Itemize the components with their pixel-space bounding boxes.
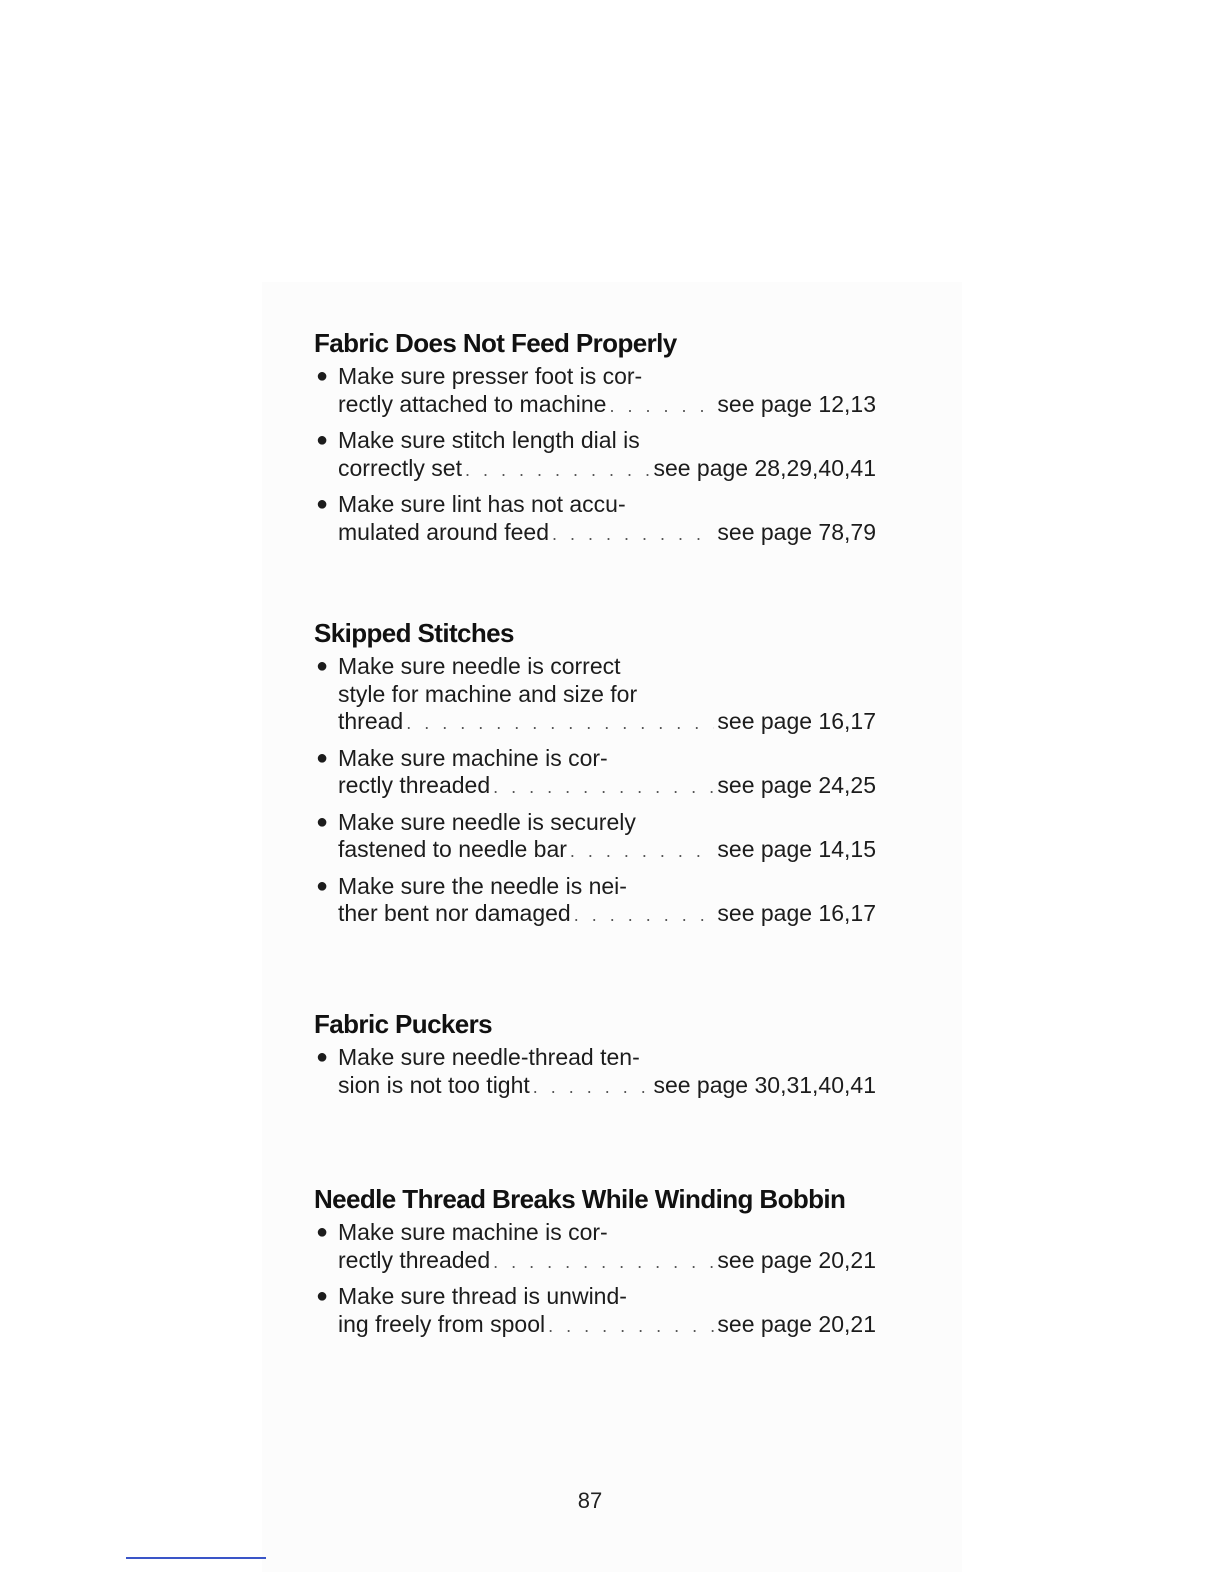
bullet-icon: ●	[316, 1221, 329, 1243]
list-item	[314, 745, 876, 802]
item-text: Make sure lint has not accu-	[338, 491, 626, 517]
list-item	[314, 427, 876, 484]
bullet-icon: ●	[316, 1046, 329, 1068]
dot-leader	[465, 457, 650, 485]
dot-leader	[552, 521, 714, 549]
list-item	[314, 653, 876, 738]
dot-leader	[548, 1313, 714, 1341]
bullet-icon: ●	[316, 746, 329, 769]
item-text: Make sure thread is unwind-	[338, 1283, 627, 1309]
page-reference: see page 16,17	[717, 708, 876, 734]
dot-leader	[574, 902, 715, 930]
item-text: Make sure machine is cor-	[338, 744, 608, 771]
item-reference-line	[338, 836, 876, 866]
bullet-icon: ●	[316, 874, 329, 897]
section-heading: Skipped Stitches	[314, 618, 514, 648]
page-reference: see page 20,21	[717, 1310, 876, 1337]
list-item	[314, 873, 876, 930]
item-reference-line	[338, 772, 876, 802]
section-heading: Needle Thread Breaks While Winding Bobbin	[314, 1184, 846, 1214]
section-fabric-feed	[314, 327, 876, 555]
dot-leader	[609, 393, 714, 421]
dot-leader	[493, 1249, 714, 1277]
item-text: ther bent nor damaged	[338, 900, 571, 926]
item-text: Make sure needle is correct	[338, 653, 621, 679]
section-fabric-puckers	[314, 1008, 876, 1108]
page-reference: see page 30,31,40,41	[653, 1071, 876, 1098]
list-item	[314, 1044, 876, 1101]
item-text: Make sure the needle is nei-	[338, 872, 627, 899]
section-heading: Fabric Puckers	[314, 1009, 493, 1039]
item-text: Make sure needle-thread ten-	[338, 1044, 640, 1070]
page-reference: see page 24,25	[717, 772, 876, 798]
item-reference-line	[338, 1072, 876, 1102]
item-text: rectly threaded	[338, 772, 491, 798]
page-reference: see page 12,13	[717, 390, 876, 417]
item-reference-line	[338, 1311, 876, 1341]
bullet-icon: ●	[316, 1285, 329, 1307]
item-reference-line	[338, 519, 876, 549]
page-reference: see page 14,15	[717, 836, 876, 862]
item-text: Make sure needle is securely	[338, 808, 636, 835]
item-reference-line	[338, 900, 876, 930]
page-reference: see page 20,21	[717, 1246, 876, 1273]
section-needle-thread-breaks	[314, 1183, 876, 1347]
page-reference: see page 78,79	[717, 518, 876, 545]
dot-leader	[570, 838, 715, 866]
bullet-icon: ●	[316, 493, 329, 515]
list-item	[314, 809, 876, 866]
item-text: rectly attached to machine	[338, 390, 607, 417]
item-reference-line	[338, 708, 876, 738]
item-text: Make sure stitch length dial is	[338, 427, 640, 453]
item-reference-line	[338, 455, 876, 485]
corner-rule	[126, 1557, 266, 1559]
item-text: fastened to needle bar	[338, 836, 567, 862]
item-text: sion is not too tight	[338, 1071, 530, 1098]
bullet-icon: ●	[316, 365, 329, 387]
item-text: style for machine and size for	[338, 680, 638, 707]
page-reference: see page 28,29,40,41	[653, 454, 876, 481]
item-text: correctly set	[338, 454, 462, 481]
list-item	[314, 363, 876, 420]
list-item	[314, 1219, 876, 1276]
bullet-icon: ●	[316, 429, 329, 451]
item-reference-line	[338, 391, 876, 421]
dot-leader	[533, 1074, 651, 1102]
item-text: Make sure machine is cor-	[338, 1219, 608, 1245]
item-text: mulated around feed	[338, 518, 549, 545]
item-text: ing freely from spool	[338, 1310, 546, 1337]
list-item	[314, 1283, 876, 1340]
page-reference: see page 16,17	[717, 900, 876, 926]
section-heading: Fabric Does Not Feed Properly	[314, 328, 677, 358]
bullet-icon: ●	[316, 655, 329, 677]
page-number: 87	[577, 1488, 603, 1513]
item-reference-line	[338, 1247, 876, 1277]
item-text: rectly threaded	[338, 1246, 491, 1273]
item-text: Make sure presser foot is cor-	[338, 363, 643, 389]
list-item	[314, 491, 876, 548]
dot-leader	[493, 774, 714, 802]
bullet-icon: ●	[316, 810, 329, 833]
item-text: thread	[338, 708, 404, 734]
dot-leader	[406, 710, 714, 738]
section-skipped-stitches	[314, 617, 876, 937]
